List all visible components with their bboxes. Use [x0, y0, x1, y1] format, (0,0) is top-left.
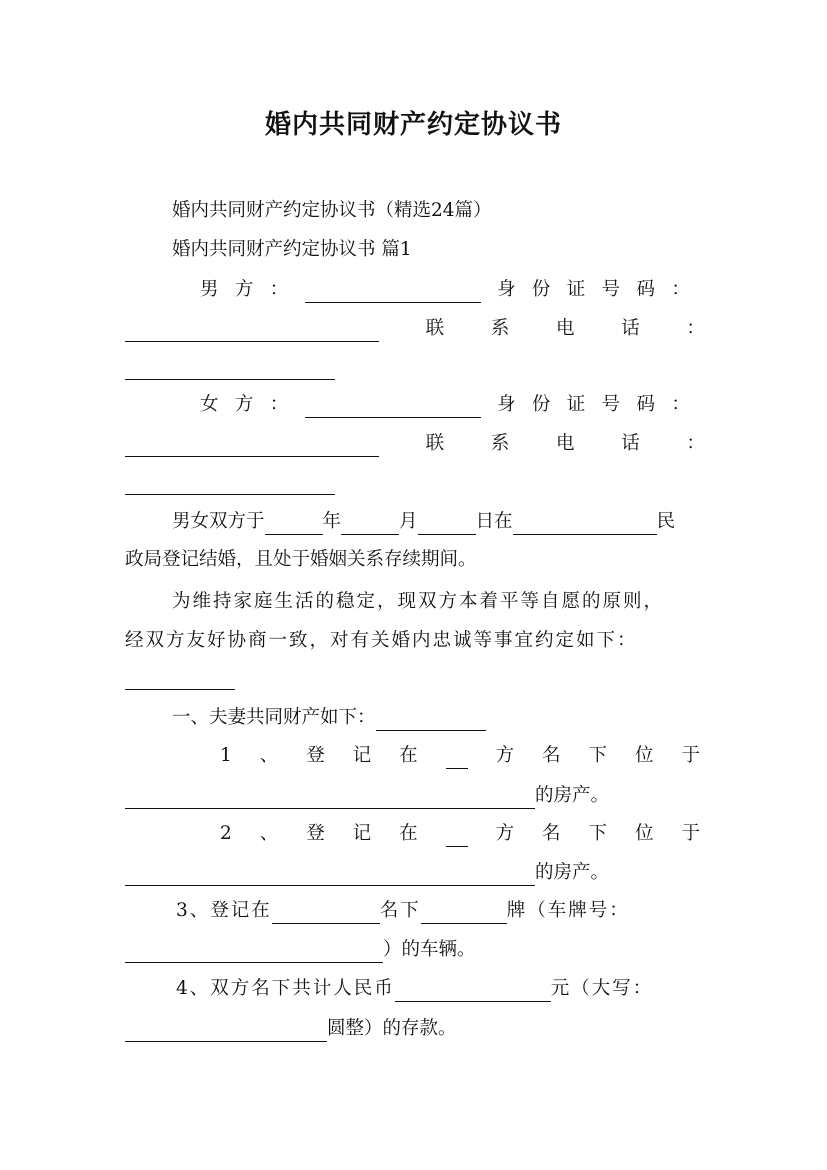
sub2-row-2 — [125, 860, 705, 886]
male-phone-label-4: 话 — [621, 318, 640, 339]
male-id-label-4: 号 — [601, 279, 621, 300]
sub2-char-9: 位 — [634, 823, 654, 844]
sub2-address-field[interactable] — [125, 865, 535, 886]
sub1-char-10: 于 — [681, 745, 700, 766]
female-phone-field[interactable] — [125, 474, 335, 495]
female-id-label-5: 码 — [636, 394, 655, 415]
male-label-1: 男 — [200, 279, 219, 300]
sub3-row — [176, 898, 706, 924]
sub2-char-2: 、 — [259, 823, 279, 844]
marriage-year-field[interactable] — [265, 514, 323, 535]
sub1-char-1: 1 — [220, 745, 232, 766]
male-id-label-5: 码 — [636, 279, 655, 300]
sub4-end: 圆整）的存款。 — [327, 1018, 457, 1039]
sub1-char-9: 位 — [634, 745, 654, 766]
sub1-char-3: 登 — [306, 745, 325, 766]
sub2-char-3: 登 — [306, 823, 325, 844]
sub3-owner-field[interactable] — [272, 903, 380, 924]
sub3-c: 牌（车牌号： — [506, 900, 630, 921]
sub1-end: 的房产。 — [535, 785, 610, 806]
marriage-line-2: 政局登记结婚，且处于婚姻关系存续期间。 — [125, 549, 477, 570]
section-title: 婚内共同财产约定协议书 篇1 — [172, 239, 412, 260]
female-phone-label-2: 系 — [490, 433, 510, 454]
purpose-line-1: 为维持家庭生活的稳定，现双方本着平等自愿的原则， — [172, 591, 665, 612]
sub2-row — [220, 821, 700, 847]
sub2-char-1: 2 — [220, 823, 232, 844]
female-phone-row — [125, 431, 705, 457]
sub1-row-2 — [125, 783, 705, 809]
marriage-year-label: 年 — [322, 511, 342, 532]
female-phone-label-4: 话 — [621, 433, 640, 454]
male-phone-label-3: 电 — [556, 318, 575, 339]
sub2-char-8: 下 — [588, 823, 608, 844]
female-id-label-3: 证 — [566, 394, 586, 415]
marriage-day-field[interactable] — [418, 514, 476, 535]
male-id-label-6: ： — [671, 279, 690, 300]
item1-heading-field[interactable] — [376, 710, 486, 731]
sub2-owner-field[interactable] — [446, 826, 468, 847]
male-phone-label-5: ： — [686, 318, 705, 339]
female-phone-label-5: ： — [686, 433, 705, 454]
sub1-char-7: 名 — [542, 745, 561, 766]
sub4-row-2 — [125, 1016, 705, 1042]
sub4-a: 4、双方名下共计人民币 — [176, 978, 395, 999]
male-phone-label-2: 系 — [490, 318, 510, 339]
subtitle: 婚内共同财产约定协议书（精选24篇） — [172, 200, 492, 221]
document-title: 婚内共同财产约定协议书 — [264, 110, 562, 140]
female-label-3: ： — [269, 394, 289, 415]
purpose-blank-field[interactable] — [125, 669, 235, 690]
female-id-label-4: 号 — [601, 394, 621, 415]
sub1-char-5: 在 — [399, 745, 418, 766]
marriage-day-label: 日在 — [475, 511, 513, 532]
male-phone-row — [125, 316, 705, 342]
sub3-a: 3、登记在 — [176, 900, 272, 921]
item1-heading-row — [172, 705, 752, 731]
sub2-char-7: 名 — [542, 823, 561, 844]
sub1-char-2: 、 — [259, 745, 279, 766]
sub2-char-4: 记 — [352, 823, 372, 844]
female-phone-label-3: 电 — [556, 433, 575, 454]
male-id-row — [200, 277, 690, 303]
male-phone-field[interactable] — [125, 359, 335, 380]
purpose-blank-row — [125, 664, 705, 690]
sub4-row — [176, 976, 706, 1002]
marriage-month-label: 月 — [399, 511, 418, 532]
female-phone-field-row — [125, 469, 705, 495]
marriage-prefix: 男女双方于 — [172, 511, 265, 532]
sub1-char-4: 记 — [352, 745, 372, 766]
sub4-amount-field[interactable] — [395, 981, 551, 1002]
sub4-b: 元（大写： — [550, 978, 654, 999]
male-id-field[interactable] — [125, 321, 379, 342]
female-label-2: 方 — [234, 394, 254, 415]
sub1-address-field[interactable] — [125, 788, 535, 809]
purpose-line-2: 经双方友好协商一致，对有关婚内忠诚等事宜约定如下： — [125, 630, 638, 651]
sub1-row — [220, 743, 700, 769]
female-id-label-6: ： — [671, 394, 690, 415]
sub2-char-6: 方 — [495, 823, 515, 844]
male-id-label-1: 身 — [496, 279, 516, 300]
sub1-char-6: 方 — [495, 745, 515, 766]
marriage-month-field[interactable] — [341, 514, 399, 535]
male-label-2: 方 — [234, 279, 254, 300]
male-phone-field-row — [125, 354, 705, 380]
sub3-row-2 — [125, 937, 705, 963]
sub4-uppercase-field[interactable] — [125, 1021, 327, 1042]
male-name-field[interactable] — [305, 282, 481, 303]
female-phone-label-1: 联 — [425, 433, 445, 454]
male-id-label-2: 份 — [531, 279, 551, 300]
sub3-b: 名下 — [379, 900, 421, 921]
item1-heading: 一、夫妻共同财产如下： — [172, 707, 376, 728]
marriage-office-field[interactable] — [513, 514, 657, 535]
female-id-label-2: 份 — [531, 394, 551, 415]
female-label-1: 女 — [200, 394, 219, 415]
female-id-label-1: 身 — [496, 394, 516, 415]
male-phone-label-1: 联 — [425, 318, 445, 339]
marriage-suffix: 民 — [656, 511, 676, 532]
sub1-char-8: 下 — [588, 745, 608, 766]
male-id-label-3: 证 — [566, 279, 586, 300]
sub1-owner-field[interactable] — [446, 748, 468, 769]
sub2-char-5: 在 — [399, 823, 418, 844]
sub3-brand-field[interactable] — [421, 903, 507, 924]
marriage-line-1 — [172, 509, 752, 535]
sub2-end: 的房产。 — [535, 862, 610, 883]
male-label-3: ： — [269, 279, 289, 300]
sub3-plate-field[interactable] — [125, 942, 383, 963]
sub2-char-10: 于 — [681, 823, 700, 844]
sub3-end: ）的车辆。 — [383, 939, 476, 960]
female-name-field[interactable] — [305, 397, 481, 418]
female-id-row — [200, 392, 690, 418]
female-id-field[interactable] — [125, 436, 379, 457]
